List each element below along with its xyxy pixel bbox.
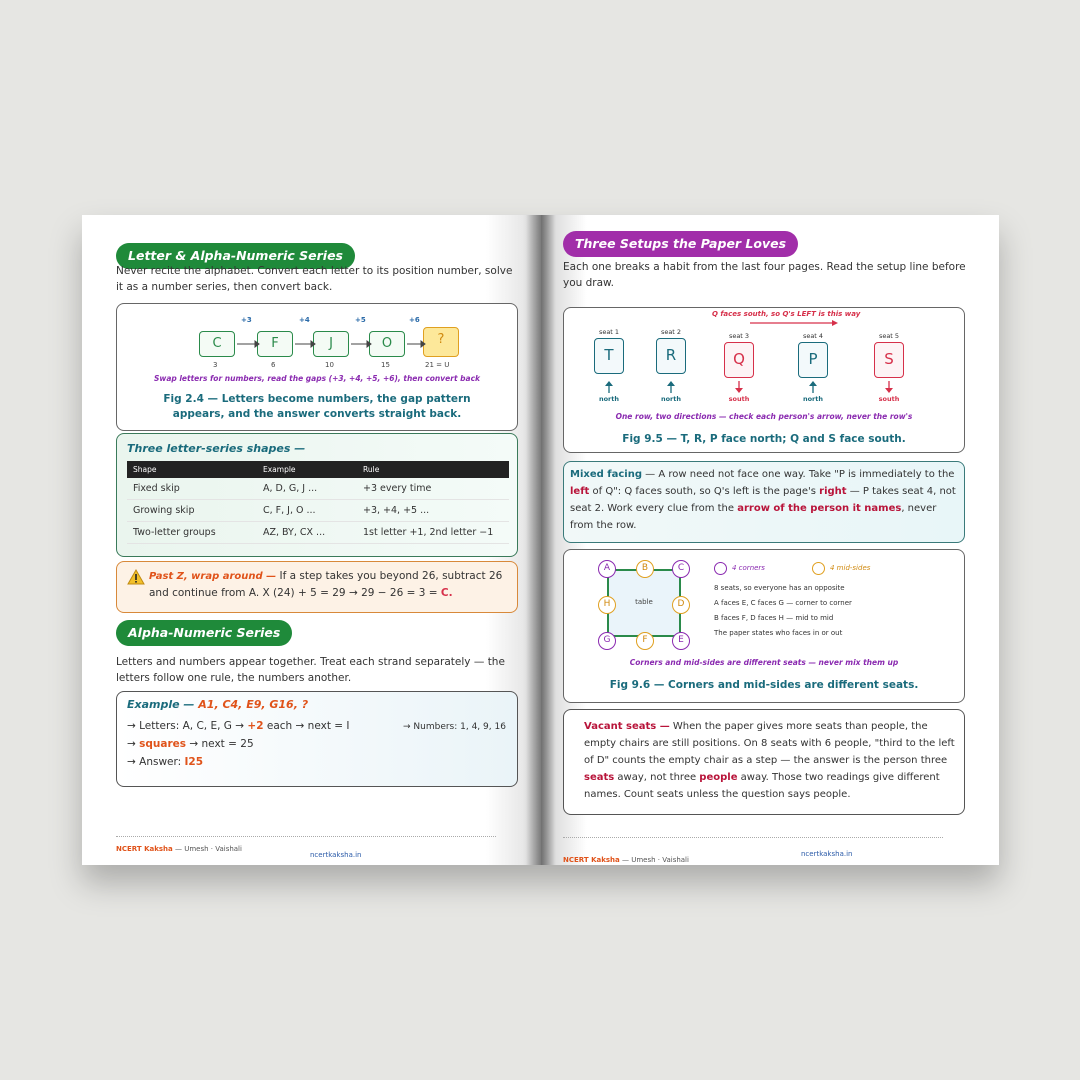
fact-line: A faces E, C faces G — corner to corner — [714, 599, 852, 607]
example-box — [116, 691, 518, 787]
table-row — [127, 500, 509, 522]
north-arrow-icon — [666, 381, 676, 393]
mid-legend: 4 mid-sides — [830, 564, 871, 572]
vacant-part: away. Those two readings give different names. Count seats unless the question says people. — [584, 772, 940, 800]
squares-next: → next = 25 — [189, 738, 254, 750]
table-header: Example — [257, 461, 357, 478]
footer-authors: — Umesh · Vaishali — [172, 845, 242, 853]
mixed-label: Mixed facing — [570, 469, 642, 480]
wrap-around-warning — [116, 561, 518, 613]
section-intro: Letters and numbers appear together. Treat each strand separately — the letters follow one rule, the numbers another. — [116, 656, 505, 684]
seat-e: E — [672, 632, 690, 650]
seat-f: F — [636, 632, 654, 650]
figure-2-4 — [116, 303, 518, 431]
seat-box: S — [874, 342, 904, 378]
north-arrow-icon — [604, 381, 614, 393]
vacant-seats-box — [563, 709, 965, 815]
gap-label: +6 — [409, 316, 420, 324]
left-arrow — [748, 318, 840, 328]
seat-direction: north — [598, 395, 620, 403]
example-title — [127, 698, 308, 711]
answer-number: 21 = U — [425, 361, 450, 369]
open-book — [82, 215, 999, 865]
seat-label: seat 1 — [598, 328, 620, 336]
footer-authors: — Umesh · Vaishali — [619, 856, 689, 864]
seat-direction: south — [878, 395, 900, 403]
mixed-part: — A row need not face one way. Take "P is immediately to the — [641, 469, 955, 480]
warning-label: Past Z, wrap around — — [149, 571, 277, 582]
table-label: table — [635, 598, 653, 606]
mixed-arrow: arrow of the person it names — [737, 503, 902, 514]
table-cell: +3, +4, +5 ... — [357, 500, 509, 522]
example-line-squares — [127, 738, 254, 750]
footer-brand: NCERT Kaksha — [563, 856, 620, 864]
mixed-part: of Q": Q faces south, so Q's left is the page's — [589, 486, 820, 497]
table-cell: A, D, G, J ... — [257, 478, 357, 500]
table-cell: Growing skip — [127, 500, 257, 522]
fact-line: B faces F, D faces H — mid to mid — [714, 614, 834, 622]
gap-label: +3 — [241, 316, 252, 324]
position-number: 3 — [213, 361, 218, 369]
footer-rule — [563, 837, 943, 838]
figure-9-6 — [563, 549, 965, 703]
seat-label: seat 3 — [728, 332, 750, 340]
section-title-letter-series: Letter & Alpha-Numeric Series — [116, 243, 355, 269]
section-title-alpha-numeric: Alpha-Numeric Series — [116, 620, 292, 646]
left-page — [82, 215, 541, 865]
example-line-answer — [127, 756, 203, 768]
shapes-title: Three letter-series shapes — — [127, 442, 306, 455]
seat-g: G — [598, 632, 616, 650]
warning-answer: C. — [440, 587, 453, 599]
letter-box: F — [257, 331, 293, 357]
letters-step: +2 — [247, 720, 264, 732]
mid-legend-icon — [812, 562, 825, 575]
seat-box: R — [656, 338, 686, 374]
letter-series-shapes-box — [116, 433, 518, 557]
footer-site: ncertkaksha.in — [310, 851, 362, 859]
table-row — [127, 478, 509, 500]
example-line-letters — [127, 720, 350, 732]
sequence-arrows — [117, 304, 517, 374]
footer-credit — [116, 845, 242, 853]
mixed-part: , never from the row. — [570, 503, 937, 531]
figure-note: One row, two directions — check each person's arrow, never the row's — [615, 412, 913, 421]
corner-legend-icon — [714, 562, 727, 575]
figure-9-5 — [563, 307, 965, 453]
table-cell: Fixed skip — [127, 478, 257, 500]
seat-label: seat 4 — [802, 332, 824, 340]
answer-value: I25 — [184, 756, 204, 768]
mixed-left: left — [570, 486, 590, 497]
warning-icon — [127, 569, 145, 585]
warning-body: If a step takes you beyond 26, subtract 26 and continue from A. X (24) + 5 = 29 → 29 − 26 = 3 = — [149, 570, 503, 599]
seat-direction: north — [660, 395, 682, 403]
fact-line: 8 seats, so everyone has an opposite — [714, 584, 845, 592]
letter-box: O — [369, 331, 405, 357]
corner-legend: 4 corners — [732, 564, 765, 572]
seat-label: seat 5 — [878, 332, 900, 340]
q-left-note: Q faces south, so Q's LEFT is this way — [712, 310, 861, 318]
footer-rule — [116, 836, 496, 837]
position-number: 6 — [271, 361, 276, 369]
gap-label: +5 — [355, 316, 366, 324]
vacant-label: Vacant seats — — [584, 721, 670, 732]
gap-label: +4 — [299, 316, 310, 324]
letter-box: J — [313, 331, 349, 357]
section-title-setups: Three Setups the Paper Loves — [563, 231, 798, 257]
vacant-part: When the paper gives more seats than people, the empty chairs are still positions. On 8 seats with 6 people, "third to the left of D" counts the empty chair as a step — the answer is the person three — [584, 721, 955, 766]
table-cell: C, F, J, O ... — [257, 500, 357, 522]
seat-direction: north — [802, 395, 824, 403]
table-header: Rule — [357, 461, 509, 478]
table-cell: +3 every time — [357, 478, 509, 500]
vacant-part: away, not three — [614, 772, 700, 783]
right-page — [541, 215, 999, 865]
table-cell: 1st letter +1, 2nd letter −1 — [357, 522, 509, 544]
table-cell: AZ, BY, CX ... — [257, 522, 357, 544]
answer-text: → Answer: — [127, 756, 182, 768]
figure-caption: Fig 9.5 — T, R, P face north; Q and S face south. — [622, 433, 906, 445]
footer-credit — [563, 856, 689, 864]
figure-note: Swap letters for numbers, read the gaps (+3, +4, +5, +6), then convert back — [153, 374, 481, 383]
position-number: 15 — [381, 361, 390, 369]
table-row — [127, 522, 509, 544]
south-arrow-icon — [734, 381, 744, 393]
letters-next: each → next = I — [266, 720, 350, 732]
vacant-seats-text — [584, 718, 956, 803]
seat-d: D — [672, 596, 690, 614]
table-cell: Two-letter groups — [127, 522, 257, 544]
fact-line: The paper states who faces in or out — [714, 629, 843, 637]
seat-box: P — [798, 342, 828, 378]
letters-text: → Letters: A, C, E, G → — [127, 720, 245, 732]
section-intro: Never recite the alphabet. Convert each letter to its position number, solve it as a number series, then convert back. — [116, 265, 513, 293]
seat-b: B — [636, 560, 654, 578]
north-arrow-icon — [808, 381, 818, 393]
mixed-facing-box — [563, 461, 965, 543]
example-series: A1, C4, E9, G16, ? — [198, 698, 309, 711]
footer-brand: NCERT Kaksha — [116, 845, 173, 853]
example-label: Example — — [127, 698, 195, 711]
seat-box: Q — [724, 342, 754, 378]
table-header: Shape — [127, 461, 257, 478]
seat-box: T — [594, 338, 624, 374]
figure-caption: Fig 9.6 — Corners and mid-sides are different seats. — [609, 679, 919, 691]
seat-direction: south — [728, 395, 750, 403]
book-gutter — [526, 215, 556, 865]
vacant-people-word: people — [699, 772, 738, 783]
shapes-table — [127, 461, 509, 544]
answer-box: ? — [423, 327, 459, 357]
south-arrow-icon — [884, 381, 894, 393]
seat-h: H — [598, 596, 616, 614]
footer-site: ncertkaksha.in — [801, 850, 853, 858]
squares-word: squares — [139, 738, 187, 750]
mixed-part: — P takes seat 4, not seat 2. Work every clue from the — [570, 486, 956, 514]
seat-label: seat 2 — [660, 328, 682, 336]
section-intro: Each one breaks a habit from the last four pages. Read the setup line before you draw. — [563, 261, 966, 289]
warning-text — [149, 568, 511, 602]
mixed-facing-text — [570, 466, 958, 534]
position-number: 10 — [325, 361, 334, 369]
mixed-right: right — [819, 486, 847, 497]
seat-a: A — [598, 560, 616, 578]
letter-box: C — [199, 331, 235, 357]
seat-c: C — [672, 560, 690, 578]
figure-caption: Fig 2.4 — Letters become numbers, the gap pattern appears, and the answer converts straight back. — [163, 393, 471, 420]
vacant-seats-word: seats — [584, 772, 615, 783]
example-line-numbers: → Numbers: 1, 4, 9, 16 — [403, 722, 506, 732]
figure-note: Corners and mid-sides are different seats — never mix them up — [629, 658, 899, 667]
squares-arrow: → — [127, 738, 136, 750]
